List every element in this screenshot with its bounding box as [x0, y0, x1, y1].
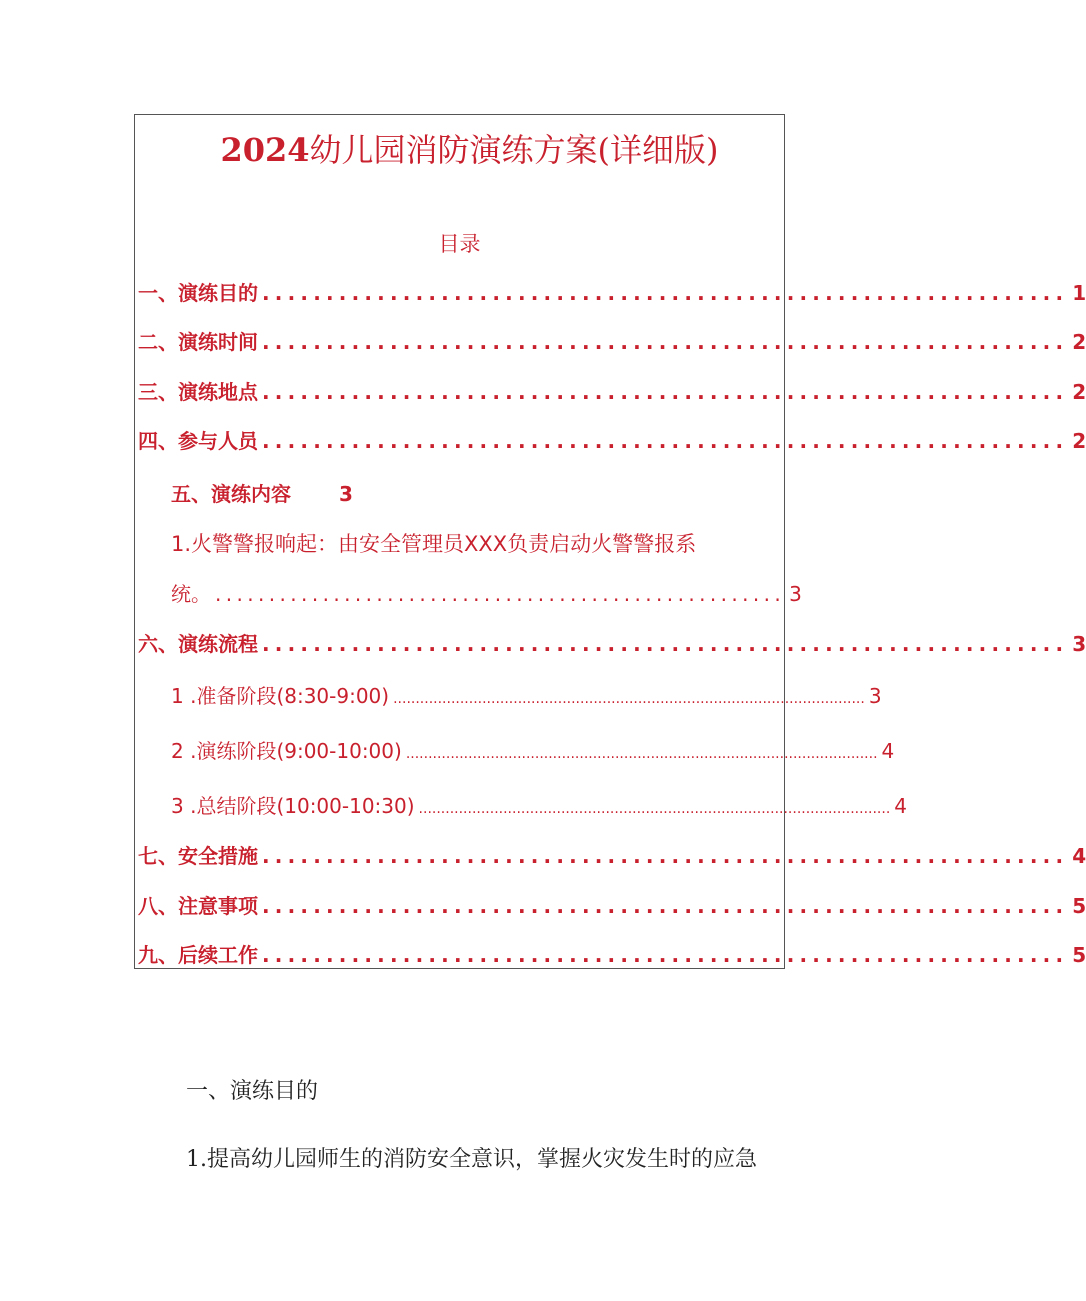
toc-sub-entry[interactable]: 2 .演练阶段(9:00-10:00) .......................................................................................................... 4: [171, 739, 895, 763]
toc-leader-dots: ...............................................................: [262, 380, 1069, 404]
body-paragraph: 1.提高幼儿园师生的消防安全意识，掌握火灾发生时的应急: [186, 1147, 757, 1172]
toc-page-number: 3: [789, 582, 802, 606]
toc-sub-entry[interactable]: 3 .总结阶段(10:00-10:30) .......................................................................................................... 4: [171, 794, 908, 818]
toc-page-number: 4: [881, 739, 895, 763]
toc-leader-dots: ...............................................................: [262, 943, 1069, 967]
toc-entry[interactable]: 九、后续工作 ............................................................... 5: [138, 943, 1086, 967]
title-year: 2024: [220, 131, 310, 169]
toc-entry[interactable]: 二、演练时间 ............................................................... 2: [138, 330, 1086, 354]
toc-page-number: 3: [868, 684, 882, 708]
toc-entry[interactable]: 一、演练目的 ............................................................... 1: [138, 281, 1086, 305]
toc-page-number: 3: [1072, 632, 1086, 656]
toc-leader-dots: .....................................................: [215, 582, 786, 606]
toc-page-number: 5: [1072, 894, 1086, 918]
title-text: 幼儿园消防演练方案(详细版): [309, 131, 719, 169]
toc-page-number: 2: [1072, 429, 1086, 453]
toc-entry[interactable]: 七、安全措施 ............................................................... 4: [138, 844, 1086, 868]
toc-heading: 目录: [438, 232, 481, 256]
toc-sub-entry-line2[interactable]: 统。 ..................................................... 3: [171, 582, 802, 606]
toc-page-number: 4: [894, 794, 908, 818]
toc-leader-dots: ..........................................................................................................: [418, 801, 891, 817]
toc-page-number: 3: [339, 482, 353, 506]
toc-entry[interactable]: 四、参与人员 ............................................................... 2: [138, 429, 1086, 453]
document-title: [155, 125, 784, 171]
toc-frame: [134, 114, 1086, 969]
toc-leader-dots: ..........................................................................................................: [405, 746, 878, 762]
toc-leader-dots: ...............................................................: [262, 894, 1069, 918]
toc-entry[interactable]: 三、演练地点 ............................................................... 2: [138, 380, 1086, 404]
toc-entry-5[interactable]: 五、演练内容 3: [171, 482, 353, 506]
toc-sub-entry-line1[interactable]: 1.火警警报响起：由安全管理员XXX负责启动火警警报系: [171, 532, 697, 556]
toc-page-number: 4: [1072, 844, 1086, 868]
toc-sub-entry[interactable]: 1 .准备阶段(8:30-9:00) .......................................................................................................... 3: [171, 684, 882, 708]
toc-leader-dots: ...............................................................: [262, 632, 1069, 656]
toc-page-number: 2: [1072, 330, 1086, 354]
toc-leader-dots: ...............................................................: [262, 844, 1069, 868]
toc-leader-dots: ...............................................................: [262, 330, 1069, 354]
toc-leader-dots: ...............................................................: [262, 281, 1069, 305]
toc-entry[interactable]: 六、演练流程 ............................................................... 3: [138, 632, 1086, 656]
toc-leader-dots: ..........................................................................................................: [393, 691, 865, 707]
toc-page-number: 2: [1072, 380, 1086, 404]
section-heading: 一、演练目的: [186, 1079, 319, 1104]
toc-leader-dots: ...............................................................: [262, 429, 1069, 453]
toc-page-number: 1: [1072, 281, 1086, 305]
toc-page-number: 5: [1072, 943, 1086, 967]
toc-entry[interactable]: 八、注意事项 ............................................................... 5: [138, 894, 1086, 918]
